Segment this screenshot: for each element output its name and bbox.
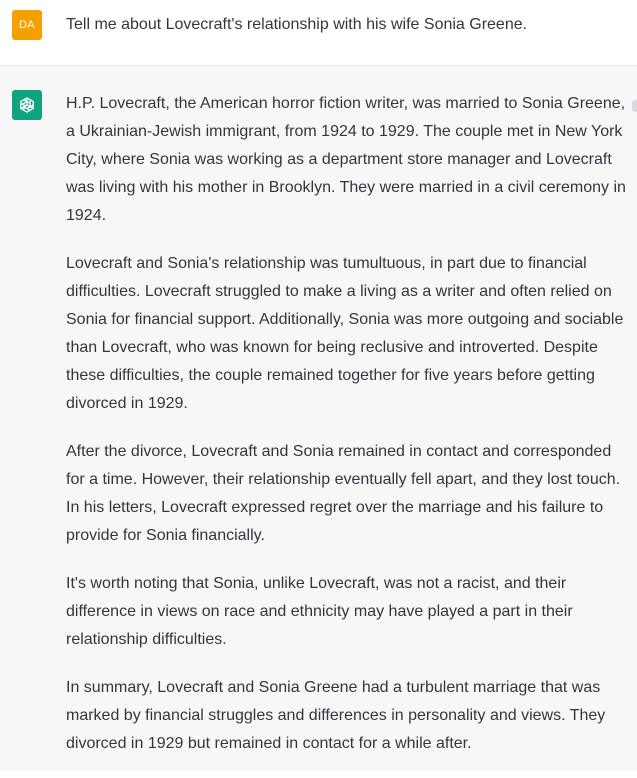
- openai-logo-icon: [17, 95, 37, 115]
- user-message-row: [0, 0, 637, 66]
- user-avatar: DA: [12, 10, 42, 40]
- assistant-paragraph: H.P. Lovecraft, the American horror fiction writer, was married to Sonia Greene, a Ukrainian-Jewish immigrant, from 1924 to 1929. The couple met in New York City, where Sonia was working as a department store manager and Lovecraft was living with his mother in Brooklyn. They were married in a civil ceremony in 1924.: [66, 95, 626, 224]
- assistant-paragraph: In summary, Lovecraft and Sonia Greene had a turbulent marriage that was marked by financial struggles and differences in personality and views. They divorced in 1929 but remained in contact for a while after.: [66, 679, 606, 752]
- assistant-paragraph: It's worth noting that Sonia, unlike Lovecraft, was not a racist, and their difference in views on race and ethnicity may have played a part in their relationship difficulties.: [66, 575, 573, 648]
- user-message-text: Tell me about Lovecraft's relationship with his wife Sonia Greene.: [66, 16, 528, 33]
- assistant-message-row: [0, 66, 637, 771]
- assistant-paragraph: After the divorce, Lovecraft and Sonia remained in contact and corresponded for a time. However, their relationship eventually fell apart, and they lost touch. In his letters, Lovecraft expressed regret over the marriage and his failure to provide for Sonia financially.: [66, 443, 621, 544]
- scroll-indicator[interactable]: [632, 100, 637, 112]
- assistant-message-body: [66, 90, 632, 778]
- assistant-paragraph: Lovecraft and Sonia's relationship was tumultuous, in part due to financial difficulties. Lovecraft struggled to make a living as a writer and often relied on Sonia for financial support. Additionally, Sonia was more outgoing and sociable than Lovecraft, who was known for being reclusive and introverted. Despite these difficulties, the couple remained together for five years before getting divorced in 1929.: [66, 255, 624, 412]
- assistant-avatar: [12, 90, 42, 120]
